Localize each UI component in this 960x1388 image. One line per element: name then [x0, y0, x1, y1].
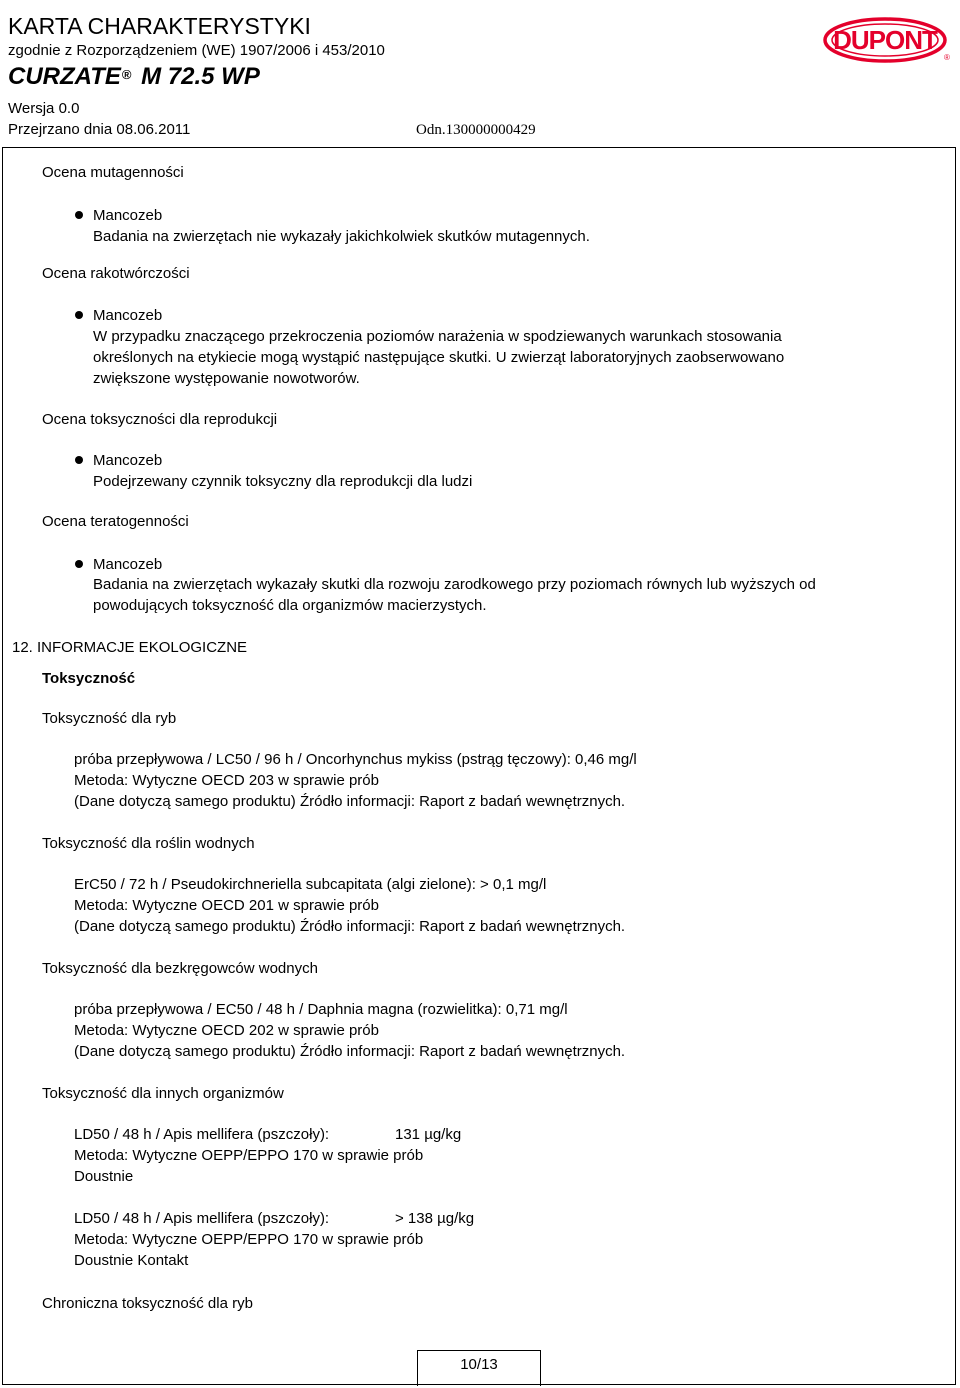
- bee-entry1-route: Doustnie: [74, 1168, 134, 1185]
- bullet-icon: [75, 311, 83, 319]
- aquatic-plants-line3: (Dane dotyczą samego produktu) Źródło informacji: Raport z badań wewnętrznych.: [74, 918, 626, 935]
- product-variant: M 72.5 WP: [141, 63, 260, 90]
- bee-entry2-method: Metoda: Wytyczne OEPP/EPPO 170 w sprawie prób: [74, 1231, 424, 1248]
- invertebrates-line3: (Dane dotyczą samego produktu) Źródło informacji: Raport z badań wewnętrznych.: [74, 1043, 626, 1060]
- carcinogenicity-substance: Mancozeb: [93, 307, 163, 324]
- mutagenicity-substance: Mancozeb: [93, 207, 163, 224]
- page-number: 10/13: [460, 1356, 498, 1373]
- reproductive-substance: Mancozeb: [93, 452, 163, 469]
- fish-toxicity-line3: (Dane dotyczą samego produktu) Źródło informacji: Raport z badań wewnętrznych.: [74, 793, 626, 810]
- fish-toxicity-line2: Metoda: Wytyczne OECD 203 w sprawie prób: [74, 772, 379, 789]
- reproductive-text: Podejrzewany czynnik toksyczny dla reprodukcji dla ludzi: [93, 473, 473, 490]
- document-header: [6, 0, 954, 148]
- teratogenicity-substance: Mancozeb: [93, 556, 163, 573]
- product-name: [8, 62, 260, 92]
- carcinogenicity-heading: Ocena rakotwórczości: [42, 265, 190, 282]
- logo-wordmark: DUPONT: [833, 25, 937, 55]
- teratogenicity-text-line2: powodujących toksyczność dla organizmów macierzystych.: [93, 597, 487, 614]
- bee-entry2-value: > 138 µg/kg: [395, 1210, 475, 1227]
- fish-toxicity-line1: próba przepływowa / LC50 / 96 h / Oncorhynchus mykiss (pstrąg tęczowy): 0,46 mg/l: [74, 751, 637, 768]
- bee-entry1-label: LD50 / 48 h / Apis mellifera (pszczoły):: [74, 1126, 330, 1143]
- teratogenicity-text-line1: Badania na zwierzętach wykazały skutki dla rozwoju zarodkowego przy poziomach równych lub wyższych od: [93, 576, 816, 593]
- bee-entry1-value: 131 µg/kg: [395, 1126, 462, 1143]
- invertebrates-line1: próba przepływowa / EC50 / 48 h / Daphnia magna (rozwielitka): 0,71 mg/l: [74, 1001, 568, 1018]
- bee-entry2-label: LD50 / 48 h / Apis mellifera (pszczoły):: [74, 1210, 330, 1227]
- mutagenicity-text: Badania na zwierzętach nie wykazały jakichkolwiek skutków mutagennych.: [93, 228, 590, 245]
- reference-number: Odn.130000000429: [416, 122, 536, 138]
- teratogenicity-heading: Ocena teratogenności: [42, 513, 189, 530]
- logo-registered-mark: ®: [944, 53, 950, 62]
- aquatic-plants-line1: ErC50 / 72 h / Pseudokirchneriella subcapitata (algi zielone): > 0,1 mg/l: [74, 876, 547, 893]
- invertebrates-line2: Metoda: Wytyczne OECD 202 w sprawie prób: [74, 1022, 379, 1039]
- bee-entry1-method: Metoda: Wytyczne OEPP/EPPO 170 w sprawie prób: [74, 1147, 424, 1164]
- section-12-title: 12. INFORMACJE EKOLOGICZNE: [12, 639, 248, 656]
- mutagenicity-heading: Ocena mutagenności: [42, 164, 184, 181]
- carcinogenicity-text-line3: zwiększone występowanie nowotworów.: [93, 370, 360, 387]
- bullet-icon: [75, 560, 83, 568]
- carcinogenicity-text-line2: określonych na etykiecie mogą wystąpić następujące skutki. U zwierząt laboratoryjnych zaobserwowano: [93, 349, 785, 366]
- other-organisms-heading: Toksyczność dla innych organizmów: [42, 1085, 284, 1102]
- reproductive-heading: Ocena toksyczności dla reprodukcji: [42, 411, 278, 428]
- registered-mark: ®: [121, 67, 132, 82]
- version-label: Wersja 0.0: [8, 100, 80, 117]
- bee-entry2-route: Doustnie Kontakt: [74, 1252, 189, 1269]
- dupont-logo-icon: [823, 16, 951, 64]
- chronic-fish-heading: Chroniczna toksyczność dla ryb: [42, 1295, 253, 1312]
- regulation-line: zgodnie z Rozporządzeniem (WE) 1907/2006 i 453/2010: [8, 42, 385, 59]
- toxicity-subtitle: Toksyczność: [42, 670, 136, 687]
- carcinogenicity-text-line1: W przypadku znaczącego przekroczenia poziomów narażenia w spodziewanych warunkach stosowania: [93, 328, 782, 345]
- aquatic-plants-heading: Toksyczność dla roślin wodnych: [42, 835, 255, 852]
- revision-date: Przejrzano dnia 08.06.2011: [8, 121, 191, 138]
- page-number-box: [417, 1350, 541, 1386]
- invertebrates-heading: Toksyczność dla bezkręgowców wodnych: [42, 960, 318, 977]
- bullet-icon: [75, 456, 83, 464]
- aquatic-plants-line2: Metoda: Wytyczne OECD 201 w sprawie prób: [74, 897, 379, 914]
- document-title: KARTA CHARAKTERYSTYKI: [8, 13, 311, 39]
- fish-toxicity-heading: Toksyczność dla ryb: [42, 710, 177, 727]
- bullet-icon: [75, 211, 83, 219]
- product-name-base: CURZATE: [8, 63, 121, 90]
